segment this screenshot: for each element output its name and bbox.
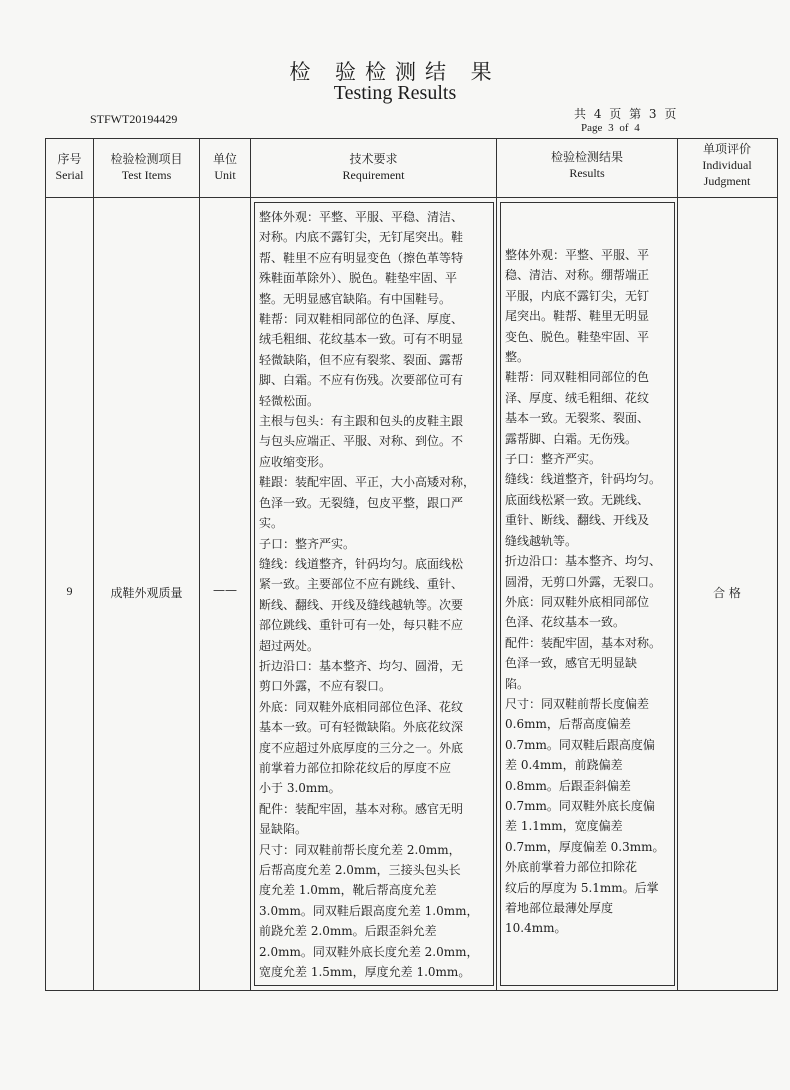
row-requirement: 整体外观：平整、平服、平稳、清洁、 对称。内底不露钉尖，无钉尾突出。鞋 帮、鞋里不应有明显变色（擦色革等特 殊鞋面革除外）、脱色。鞋垫牢固、平 整。无明显感官缺陷。有中国鞋号。 鞋帮：同双鞋相同部位的色泽、厚度、 绒毛粗细、花纹基本一致。可有不明显 轻微缺陷，但不应有裂浆、裂面、露帮 脚、白霜。不应有伤残。次要部位可有 轻微松面。 主根与包头：有主跟和包头的皮鞋主跟 与包头应端正、平服、对称、到位。不 应收缩变形。 鞋跟：装配牢固、平正，大小高矮对称， 色泽一致。无裂缝，包皮平整，跟口严 实。 子口：整齐严实。 缝线：线道整齐，针码均匀。底面线松 紧一致。主要部位不应有跳线、重针、 断线、翻线、开线及缝线越轨等。次要 部位跳线、重针可有一处，每只鞋不应 超过两处。 折边沿口：基本整齐、均匀、圆滑，无 剪口外露，不应有裂口。 外底：同双鞋外底相同部位色泽、花纹 基本一致。可有轻微缺陷。外底花纹深 度不应超过外底厚度的三分之一。外底 前掌着力部位扣除花纹后的厚度不应 小于 3.0mm。 配件：装配牢固，基本对称。感官无明 显缺陷。 尺寸：同双鞋前帮长度允差 2.0mm， 后帮高度允差 2.0mm，三接头包头长 度允差 1.0mm，靴后帮高度允差 3.0mm。同双鞋后跟高度允差 1.0mm， 前跷允差 2.0mm。后跟歪斜允差 2.0mm。同双鞋外底长度允差 2.0mm， 宽度允差 1.5mm，厚度允差 1.0mm。 [259,210,479,980]
header-judge-en2: Judgment [703,174,751,188]
row-results: 整体外观：平整、平服、平 稳、清洁、对称。绷帮端正 平服，内底不露钉尖，无钉 尾突出。鞋帮、鞋里无明显 变色、脱色。鞋垫牢固、平 整。 鞋帮：同双鞋相同部位的色 泽、厚度、绒毛粗细、花纹 基本一致。无裂浆、裂面、 露帮脚、白霜。无伤残。 子口：整齐严实。 缝线：线道整齐，针码均匀。 底面线松紧一致。无跳线、 重针、断线、翻线、开线及 缝线越轨等。 折边沿口：基本整齐、均匀、 圆滑，无剪口外露，无裂口。 外底：同双鞋外底相同部位 色泽、花纹基本一致。 配件：装配牢固，基本对称。 色泽一致，感官无明显缺 陷。 尺寸：同双鞋前帮长度偏差 0.6mm，后帮高度偏差 0.7mm。同双鞋后跟高度偏 差 0.4mm，前跷偏差 0.8mm。后跟歪斜偏差 0.7mm。同双鞋外底长度偏 差 1.1mm，宽度偏差 0.7mm，厚度偏差 0.3mm。 外底前掌着力部位扣除花 纹后的厚度为 5.1mm。后掌 着地部位最薄处厚度 10.4mm。 [505,248,665,936]
header-items-en: Test Items [121,168,172,182]
page-indicator-en: Page 3 of 4 [581,122,640,134]
header-test-items [94,151,199,183]
column-divider [199,138,200,990]
header-items-cn: 检验检测项目 [110,152,183,166]
header-unit-en: Unit [214,168,236,182]
header-judge-en1: Individual [702,158,752,172]
header-results-en: Results [569,166,605,180]
row-judgment: 合 格 [713,586,741,600]
header-requirement [251,151,496,183]
row-serial: 9 [66,584,73,598]
column-divider [496,138,497,990]
header-serial-cn: 序号 [57,152,82,166]
row-unit: —— [213,583,237,597]
column-divider [677,138,678,990]
document-title-en: Testing Results [333,82,457,104]
column-divider [93,138,94,990]
header-unit [200,151,250,183]
page-indicator-cn: 共 4 页 第 3 页 [574,107,679,121]
header-divider [45,197,777,198]
column-divider [250,138,251,990]
report-number: STFWT20194429 [90,112,178,126]
header-results [497,149,677,181]
header-judgment [678,141,776,189]
header-judge-cn: 单项评价 [702,142,751,156]
header-req-en: Requirement [342,168,405,182]
header-unit-cn: 单位 [212,152,237,166]
header-results-cn: 检验检测结果 [550,150,623,164]
document-title-cn: 检 验检测结 果 [289,60,501,84]
header-serial [46,151,93,183]
header-req-cn: 技术要求 [349,152,398,166]
header-serial-en: Serial [55,168,84,182]
row-test-item: 成鞋外观质量 [110,586,183,600]
